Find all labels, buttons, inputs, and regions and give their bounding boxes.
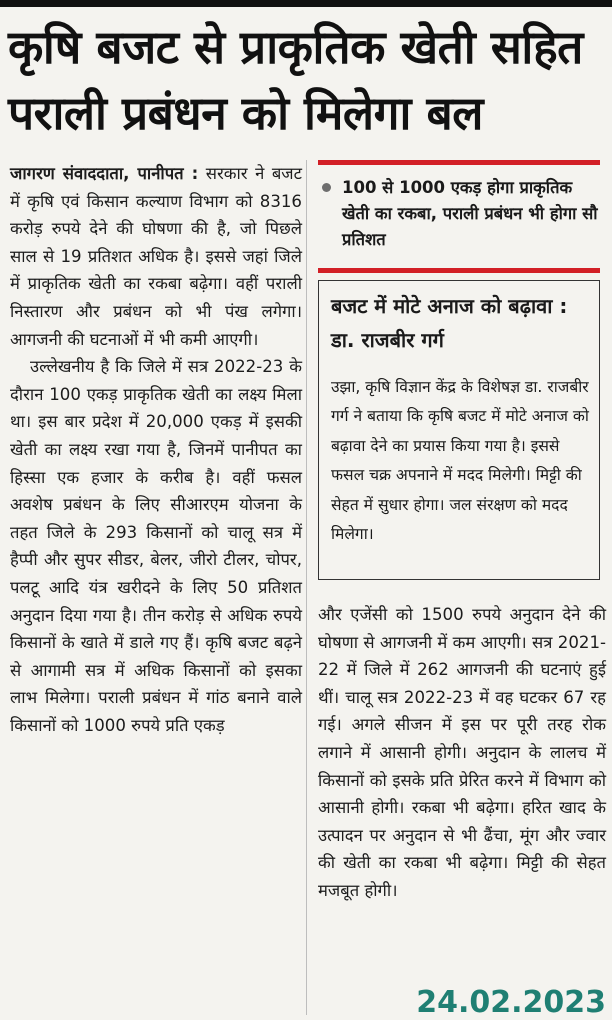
headline — [8, 14, 604, 146]
headline-line-2: पराली प्रबंधन को मिलेगा बल — [8, 86, 483, 140]
pullquote-bottom-rule — [318, 268, 600, 273]
article-paragraph-1-text: सरकार ने बजट में कृषि एवं किसान कल्याण विभाग को 8316 करोड़ रुपये देने की घोषणा की है, जो पिछले साल से 19 प्रतिशत अधिक है। इससे जहां जिले में प्राकृतिक खेती का रकबा बढ़ेगा। वहीं पराली निस्तारण और प्रबंधन को भी पंख लगेगा। आगजनी की घटनाओं में भी कमी आएगी। — [10, 164, 302, 349]
article-paragraph-3: और एजेंसी को 1500 रुपये अनुदान देने की घोषणा से आगजनी में कम आएगी। सत्र 2021-22 में जिले में 262 आगजनी की घटनाएं हुई थीं। चालू सत्र 2022-23 में वह घटकर 67 रह गई। अगले सीजन में इस पर पूरी तरह रोक लगाने में आसानी होगी। अनुदान के लालच में किसानों को इसके प्रति प्रेरित करने में विभाग को आसानी होगी। रकबा भी बढ़ेगा। हरित खाद के उत्पादन पर अनुदान से भी ढैंचा, मूंग और ज्वार की खेती का रकबा भी बढ़ेगा। मिट्टी की सेहत मजबूत होगी। — [318, 605, 606, 900]
article-paragraph-1 — [10, 160, 302, 353]
pullquote-top-rule — [318, 160, 600, 165]
sidebox-title: बजट में मोटे अनाज को बढ़ावा : डा. राजबीर गर्ग — [331, 294, 568, 352]
headline-line-1: कृषि बजट से प्राकृतिक खेती सहित — [8, 20, 583, 74]
bullet-icon — [322, 183, 331, 192]
dateline: जागरण संवाददाता, पानीपत : — [10, 164, 199, 183]
stamp-date: 24.02.2023 — [412, 985, 606, 1020]
top-rule — [0, 0, 612, 7]
article-right-column — [318, 601, 606, 905]
pullquote — [322, 175, 604, 253]
article-left-column — [10, 160, 302, 739]
pullquote-text: 100 से 1000 एकड़ होगा प्राकृतिक खेती का रकबा, पराली प्रबंधन भी होगा सौ प्रतिशत — [342, 178, 598, 249]
column-divider — [306, 160, 307, 1015]
sidebox-body: उझा, कृषि विज्ञान केंद्र के विशेषज्ञ डा. राजबीर गर्ग ने बताया कि कृषि बजट में मोटे अनाज को बढ़ावा देने का प्रयास किया गया है। इससे फसल चक्र अपनाने में मदद मिलेगी। मिट्टी की सेहत में सुधार होगा। जल संरक्षण को मदद मिलेगा। — [331, 378, 589, 544]
sidebox — [318, 280, 600, 580]
article-paragraph-2: उल्लेखनीय है कि जिले में सत्र 2022-23 के दौरान 100 एकड़ प्राकृतिक खेती का लक्ष्य मिला था। इस बार प्रदेश में 20,000 एकड़ में इसकी खेती का लक्ष्य रखा गया है, जिनमें पानीपत का हिस्सा एक हजार के करीब है। वहीं फसल अवशेष प्रबंधन के लिए सीआरएम योजना के तहत जिले के 293 किसानों को चालू सत्र में हैप्पी और सुपर सीडर, बेलर, जीरो टीलर, चोपर, पलटू आदि यंत्र खरीदने के लिए 50 प्रतिशत अनुदान दिया गया है। तीन करोड़ से अधिक रुपये किसानों के खाते में डाले गए हैं। कृषि बजट बढ़ने से आगामी सत्र में अधिक किसानों को इसका लाभ मिलेगा। पराली प्रबंधन में गांठ बनाने वाले किसानों को 1000 रुपये प्रति एकड़ — [10, 357, 302, 735]
